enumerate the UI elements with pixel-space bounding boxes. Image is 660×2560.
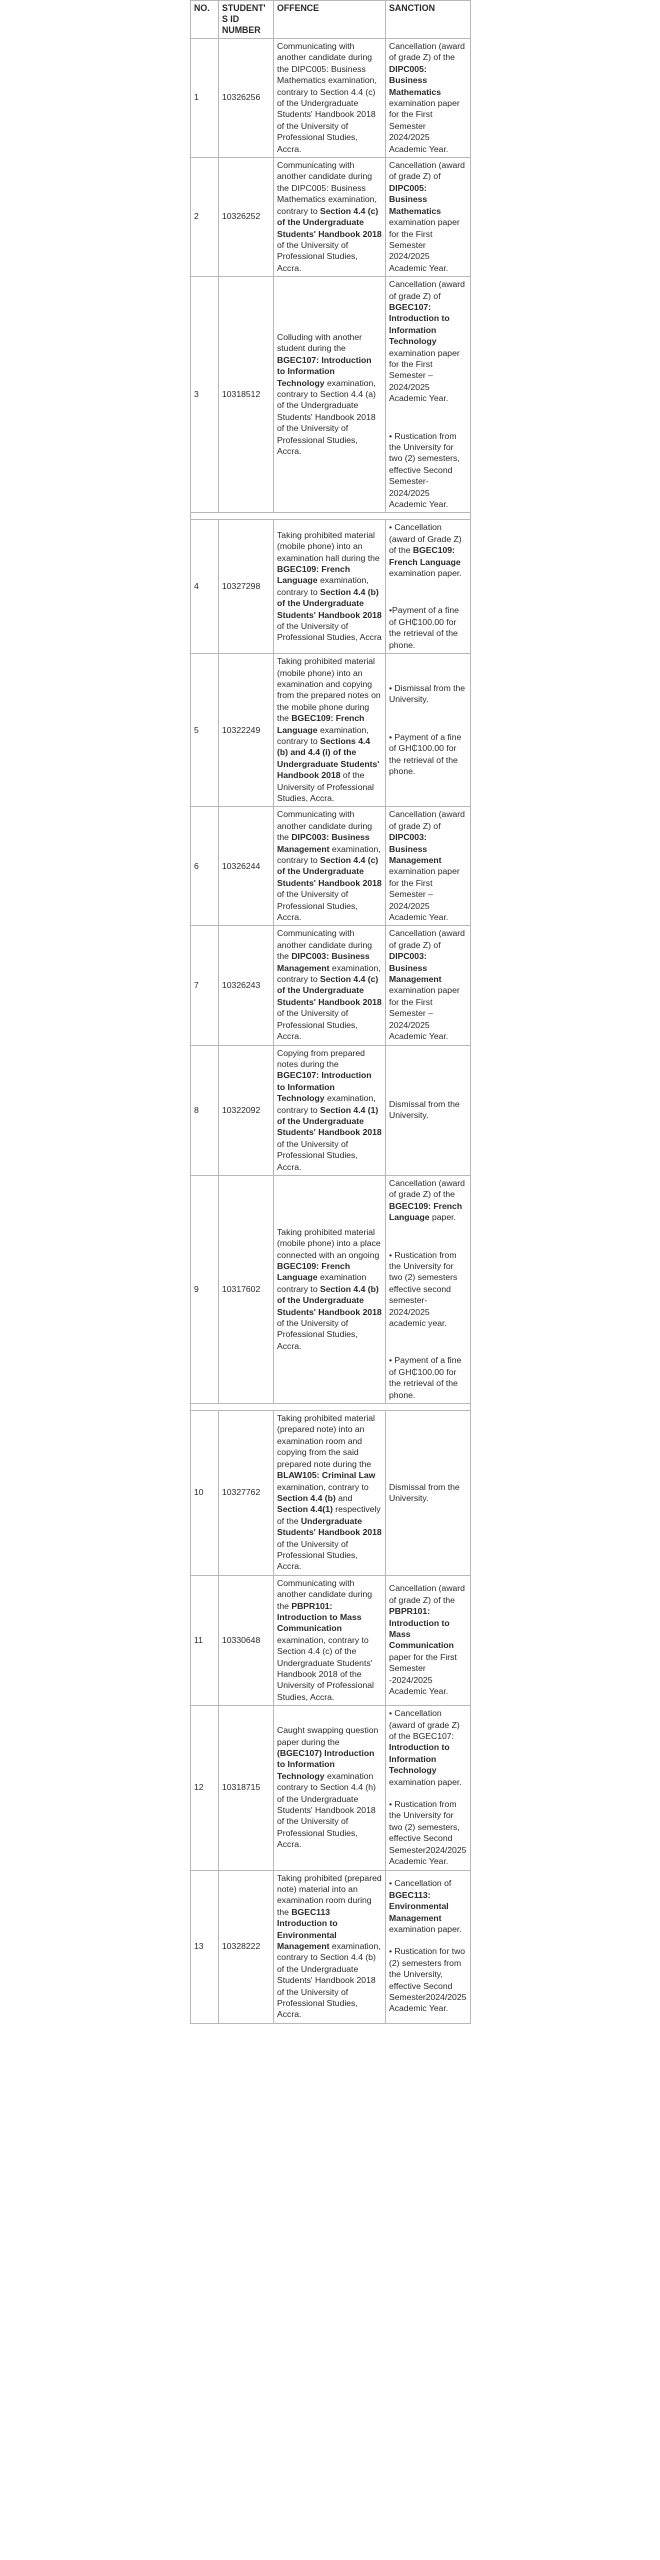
row-number: 2 bbox=[191, 158, 219, 277]
bold-text: (BGEC107) Introduction to Information Technology bbox=[277, 1747, 375, 1781]
row-number: 5 bbox=[191, 654, 219, 807]
sanction-paragraph bbox=[389, 732, 467, 778]
bold-text: Section 4.4 (b) of the Undergraduate Students' Handbook 2018 bbox=[277, 1283, 382, 1317]
text-run: • Cancellation (award of grade Z) of the BGEC107: bbox=[389, 1708, 460, 1742]
text-run: Dismissal from the University. bbox=[389, 1481, 460, 1503]
text-run: • Dismissal from the University. bbox=[389, 683, 466, 705]
sanction-cell bbox=[386, 277, 471, 513]
text-run: Dismissal from the University. bbox=[389, 1098, 460, 1121]
page-break-separator bbox=[191, 513, 471, 520]
bold-text: BGEC107: Introduction to Information Technology bbox=[277, 354, 372, 388]
sanction-cell bbox=[386, 158, 471, 277]
offence-cell bbox=[274, 1575, 386, 1705]
bold-text: BGEC109: French Language bbox=[277, 713, 365, 735]
text-run: Cancellation (award of grade Z) of the bbox=[389, 1583, 465, 1605]
sanction-cell bbox=[386, 926, 471, 1045]
row-number: 9 bbox=[191, 1175, 219, 1403]
table-row bbox=[191, 158, 471, 277]
table-row bbox=[191, 926, 471, 1045]
offence-cell bbox=[274, 520, 386, 654]
table-row bbox=[191, 1175, 471, 1403]
header-sanction: SANCTION bbox=[386, 1, 471, 39]
text-run: examination paper. bbox=[389, 568, 462, 579]
sanction-paragraph bbox=[389, 279, 467, 404]
bold-text: Section 4.4 (1) of the Undergraduate Students' Handbook 2018 bbox=[277, 1104, 382, 1138]
text-run: Communicating with another candidate during the bbox=[277, 1577, 373, 1611]
text-run: Cancellation (award of grade Z) of the bbox=[389, 41, 465, 63]
sanction-cell bbox=[386, 1045, 471, 1175]
header-student-id: STUDENT'S ID NUMBER bbox=[219, 1, 274, 39]
text-run: • Rustication from the University for two (2) semesters, effective Second Semester-2024/2025 Academic Year. bbox=[389, 430, 460, 510]
bold-text: Section 4.4 (b) of the Undergraduate Students' Handbook 2018 bbox=[277, 586, 382, 620]
text-run: Communicating with another candidate during the bbox=[277, 809, 373, 843]
bold-text: Introduction to Information Technology bbox=[389, 1742, 450, 1776]
bold-text: BGEC109: French Language bbox=[277, 1261, 351, 1283]
text-run: examination, contrary to Section 4.4 (a) of the Undergraduate Students' Handbook 2018 of the University of Professional Studies, Accra. bbox=[277, 377, 376, 457]
offence-cell bbox=[274, 1706, 386, 1870]
page-break-separator bbox=[191, 1404, 471, 1411]
text-run: Taking prohibited material (mobile phone) into a place connected with an ongoing bbox=[277, 1226, 381, 1260]
table-row bbox=[191, 39, 471, 158]
bold-text: BGEC107: Introduction to Information Technology bbox=[389, 301, 450, 347]
bold-text: DIPC005: Business Mathematics bbox=[389, 182, 442, 216]
student-id: 10326252 bbox=[219, 158, 274, 277]
text-run: • Rustication from the University for two (2) semesters, effective Second Semester2024/2025 Academic Year. bbox=[389, 1799, 467, 1867]
bold-text: BGEC109: French Language bbox=[389, 545, 461, 567]
sanction-paragraph bbox=[389, 683, 467, 706]
bold-text: DIPC003: Business Management bbox=[389, 832, 442, 865]
text-run: paper. bbox=[429, 1212, 456, 1223]
sanction-cell bbox=[386, 1706, 471, 1870]
sanction-cell bbox=[386, 807, 471, 926]
text-run: examination contrary to Section 4.4 (h) of the Undergraduate Students' Handbook 2018 of the University of Professional Studies, Accra. bbox=[277, 1770, 376, 1850]
paragraph-gap bbox=[389, 405, 467, 431]
sanction-paragraph bbox=[389, 1708, 467, 1788]
text-run: of the University of Professional Studies, Accra. bbox=[277, 1538, 358, 1572]
text-run: Taking prohibited material (mobile phone) into an examination hall during the bbox=[277, 529, 380, 563]
text-run: Cancellation (award of grade Z) of bbox=[389, 160, 465, 182]
bold-text: DIPC003: Business Management bbox=[277, 832, 370, 854]
sanctions-table bbox=[190, 0, 471, 2024]
sanction-paragraph bbox=[389, 1482, 467, 1505]
table-row bbox=[191, 654, 471, 807]
sanction-cell bbox=[386, 1870, 471, 2023]
sanction-paragraph bbox=[389, 1946, 467, 2014]
sanction-paragraph bbox=[389, 809, 467, 923]
bold-text: Undergraduate Students' Handbook 2018 bbox=[277, 1515, 382, 1538]
bold-text: Section 4.4 (c) of the Undergraduate Students' Handbook 2018 bbox=[277, 974, 382, 1007]
offence-cell bbox=[274, 926, 386, 1045]
student-id: 10317602 bbox=[219, 1175, 274, 1403]
text-run: Cancellation (award of grade Z) of bbox=[389, 279, 465, 301]
row-number: 12 bbox=[191, 1706, 219, 1870]
bold-text: BLAW105: Criminal Law bbox=[277, 1470, 376, 1481]
text-run: Copying from prepared notes during the bbox=[277, 1047, 365, 1069]
student-id: 10322092 bbox=[219, 1045, 274, 1175]
text-run: examination paper for the First Semester 2024/2025 Academic Year. bbox=[389, 98, 460, 154]
table-row bbox=[191, 1045, 471, 1175]
student-id: 10328222 bbox=[219, 1870, 274, 2023]
student-id: 10327762 bbox=[219, 1411, 274, 1576]
offence-cell bbox=[274, 39, 386, 158]
sanction-paragraph bbox=[389, 1355, 467, 1401]
text-run: examination paper for the First Semester – 2024/2025 Academic Year. bbox=[389, 985, 460, 1042]
text-run: of the University of Professional Studies, Accra. bbox=[277, 1008, 358, 1042]
text-run: of the University of Professional Studies, Accra. bbox=[277, 1138, 358, 1172]
student-id: 10330648 bbox=[219, 1575, 274, 1705]
sanction-cell bbox=[386, 654, 471, 807]
text-run: examination, contrary to bbox=[277, 575, 369, 597]
table-row bbox=[191, 1411, 471, 1576]
bold-text: Section 4.4(1) bbox=[277, 1504, 333, 1515]
row-number: 1 bbox=[191, 39, 219, 158]
sanction-cell bbox=[386, 1175, 471, 1403]
text-run: examination paper for the First Semester 2024/2025 Academic Year. bbox=[389, 217, 460, 273]
text-run: Communicating with another candidate during the bbox=[277, 928, 373, 962]
separator-cell bbox=[191, 513, 471, 520]
text-run: of the University of Professional Studies, Accra. bbox=[277, 770, 374, 803]
row-number: 4 bbox=[191, 520, 219, 654]
separator-cell bbox=[191, 1404, 471, 1411]
text-run: • Cancellation (award of Grade Z) of the bbox=[389, 522, 462, 556]
bold-text: BGEC109: French Language bbox=[389, 1200, 463, 1223]
bold-text: Sections 4.4 (b) and 4.4 (i) of the Undergraduate Students' Handbook 2018 bbox=[277, 735, 380, 781]
text-run: examination, contrary to bbox=[277, 962, 381, 985]
paragraph-gap bbox=[389, 1329, 467, 1355]
row-number: 11 bbox=[191, 1575, 219, 1705]
row-number: 13 bbox=[191, 1870, 219, 2023]
sanction-paragraph bbox=[389, 431, 467, 511]
offence-cell bbox=[274, 1175, 386, 1403]
text-run: of the University of Professional Studies, Accra bbox=[277, 620, 382, 643]
table-row bbox=[191, 520, 471, 654]
student-id: 10326256 bbox=[219, 39, 274, 158]
text-run: examination contrary to bbox=[277, 1272, 367, 1294]
sanction-cell bbox=[386, 520, 471, 654]
offence-cell bbox=[274, 1870, 386, 2023]
text-run: Communicating with another candidate during the DIPC005: Business Mathematics examination, contrary to Section 4.4 (c) of the Undergraduate Students' Handbook 2018 of the University of Professional Studies, Accra. bbox=[277, 41, 377, 154]
sanction-paragraph bbox=[389, 1099, 467, 1122]
sanctions-document bbox=[190, 0, 470, 2024]
bold-text: PBPR101: Introduction to Mass Communication bbox=[389, 1606, 454, 1651]
student-id: 10322249 bbox=[219, 654, 274, 807]
row-number: 7 bbox=[191, 926, 219, 1045]
text-run: Communicating with another candidate during the DIPC005: Business Mathematics examination, contrary to bbox=[277, 160, 377, 216]
bold-text: DIPC005: Business Mathematics bbox=[389, 63, 442, 97]
offence-cell bbox=[274, 277, 386, 513]
table-row bbox=[191, 1870, 471, 2023]
header-no: NO. bbox=[191, 1, 219, 39]
text-run: Taking prohibited material (prepared note) into an examination room and copying from the said prepared note during the bbox=[277, 1413, 375, 1469]
bold-text: Section 4.4 (c) of the Undergraduate Students' Handbook 2018 bbox=[277, 205, 382, 239]
bold-text: BGEC107: Introduction to Information Technology bbox=[277, 1070, 372, 1104]
sanction-paragraph bbox=[389, 1178, 467, 1224]
bold-text: DIPC003: Business Management bbox=[277, 951, 370, 973]
sanction-paragraph bbox=[389, 41, 467, 155]
row-number: 8 bbox=[191, 1045, 219, 1175]
text-run: Colluding with another student during the bbox=[277, 332, 363, 354]
paragraph-gap bbox=[389, 706, 467, 732]
text-run: examination, contrary to bbox=[277, 843, 381, 865]
sanction-cell bbox=[386, 1575, 471, 1705]
text-run: • Rustication for two (2) semesters from the University, effective Second Semester2024/2025 Academic Year. bbox=[389, 1946, 467, 2014]
sanction-paragraph bbox=[389, 1583, 467, 1697]
text-run: examination, contrary to bbox=[277, 1093, 376, 1115]
paragraph-gap bbox=[389, 1788, 467, 1799]
text-run: examination paper for the First Semester – 2024/2025 Academic Year. bbox=[389, 866, 460, 923]
text-run: • Payment of a fine of GH₵100.00 for the retrieval of the phone. bbox=[389, 731, 462, 777]
row-number: 3 bbox=[191, 277, 219, 513]
student-id: 10327298 bbox=[219, 520, 274, 654]
table-body bbox=[191, 39, 471, 2024]
sanction-paragraph bbox=[389, 1878, 467, 1935]
sanction-paragraph bbox=[389, 928, 467, 1042]
table-row bbox=[191, 807, 471, 926]
offence-cell bbox=[274, 158, 386, 277]
text-run: Caught swapping question paper during the bbox=[277, 1725, 379, 1747]
sanction-paragraph bbox=[389, 1250, 467, 1330]
sanction-paragraph bbox=[389, 522, 467, 579]
sanction-cell bbox=[386, 39, 471, 158]
text-run: examination, contrary to Section 4.4 (c) of the Undergraduate Students' Handbook 2018 of the University of Professional Studies, Accra. bbox=[277, 1634, 374, 1702]
text-run: of the University of Professional Studies, Accra. bbox=[277, 239, 358, 273]
text-run: paper for the First Semester -2024/2025 Academic Year. bbox=[389, 1651, 457, 1697]
student-id: 10318715 bbox=[219, 1706, 274, 1870]
text-run: examination paper. bbox=[389, 1924, 462, 1935]
bold-text: PBPR101: Introduction to Mass Communication bbox=[277, 1600, 362, 1634]
text-run: examination paper. bbox=[389, 1776, 462, 1787]
text-run: Cancellation (award of grade Z) of the bbox=[389, 1177, 465, 1200]
text-run: Taking prohibited (prepared note) material into an examination room during the bbox=[277, 1872, 382, 1917]
text-run: Cancellation (award of grade Z) of bbox=[389, 928, 465, 950]
paragraph-gap bbox=[389, 1935, 467, 1946]
text-run: and bbox=[335, 1492, 353, 1503]
sanction-paragraph bbox=[389, 160, 467, 274]
sanction-paragraph bbox=[389, 1799, 467, 1867]
text-run: respectively of the bbox=[277, 1504, 381, 1526]
text-run: examination, contrary to Section 4.4 (b) of the Undergraduate Students' Handbook 2018 of the University of Professional Studies, Accra. bbox=[277, 1940, 381, 2020]
student-id: 10326244 bbox=[219, 807, 274, 926]
student-id: 10318512 bbox=[219, 277, 274, 513]
paragraph-gap bbox=[389, 1224, 467, 1250]
row-number: 10 bbox=[191, 1411, 219, 1576]
offence-cell bbox=[274, 654, 386, 807]
text-run: Cancellation (award of grade Z) of bbox=[389, 809, 465, 831]
bold-text: Section 4.4 (b) bbox=[277, 1492, 336, 1503]
bold-text: BGEC109: French Language bbox=[277, 563, 351, 586]
offence-cell bbox=[274, 807, 386, 926]
table-header-row bbox=[191, 1, 471, 39]
text-run: examination, contrary to bbox=[277, 1481, 369, 1492]
bold-text: BGEC113: Environmental Management bbox=[389, 1889, 449, 1923]
table-row bbox=[191, 1706, 471, 1870]
row-number: 6 bbox=[191, 807, 219, 926]
paragraph-gap bbox=[389, 579, 467, 605]
text-run: of the University of Professional Studies, Accra. bbox=[277, 1318, 358, 1351]
bold-text: Section 4.4 (c) of the Undergraduate Students' Handbook 2018 bbox=[277, 855, 382, 888]
sanction-paragraph bbox=[389, 605, 467, 651]
bold-text: BGEC113 Introduction to Environmental Management bbox=[277, 1906, 338, 1951]
text-run: • Rustication from the University for two (2) semesters effective second semester-2024/2025 academic year. bbox=[389, 1249, 458, 1329]
sanction-cell bbox=[386, 1411, 471, 1576]
text-run: Taking prohibited material (mobile phone) into an examination and copying from the prepared notes on the mobile phone during the bbox=[277, 656, 381, 724]
text-run: • Cancellation of bbox=[389, 1878, 452, 1889]
text-run: of the University of Professional Studies, Accra. bbox=[277, 889, 358, 923]
offence-cell bbox=[274, 1411, 386, 1576]
text-run: examination, contrary to bbox=[277, 724, 369, 746]
table-row bbox=[191, 277, 471, 513]
student-id: 10326243 bbox=[219, 926, 274, 1045]
table-row bbox=[191, 1575, 471, 1705]
header-offence: OFFENCE bbox=[274, 1, 386, 39]
text-run: •Payment of a fine of GH₵100.00 for the retrieval of the phone. bbox=[389, 605, 459, 650]
offence-cell bbox=[274, 1045, 386, 1175]
bold-text: DIPC003: Business Management bbox=[389, 951, 442, 985]
text-run: • Payment of a fine of GH₵100.00 for the retrieval of the phone. bbox=[389, 1355, 462, 1400]
text-run: examination paper for the First Semester – 2024/2025 Academic Year. bbox=[389, 347, 460, 404]
